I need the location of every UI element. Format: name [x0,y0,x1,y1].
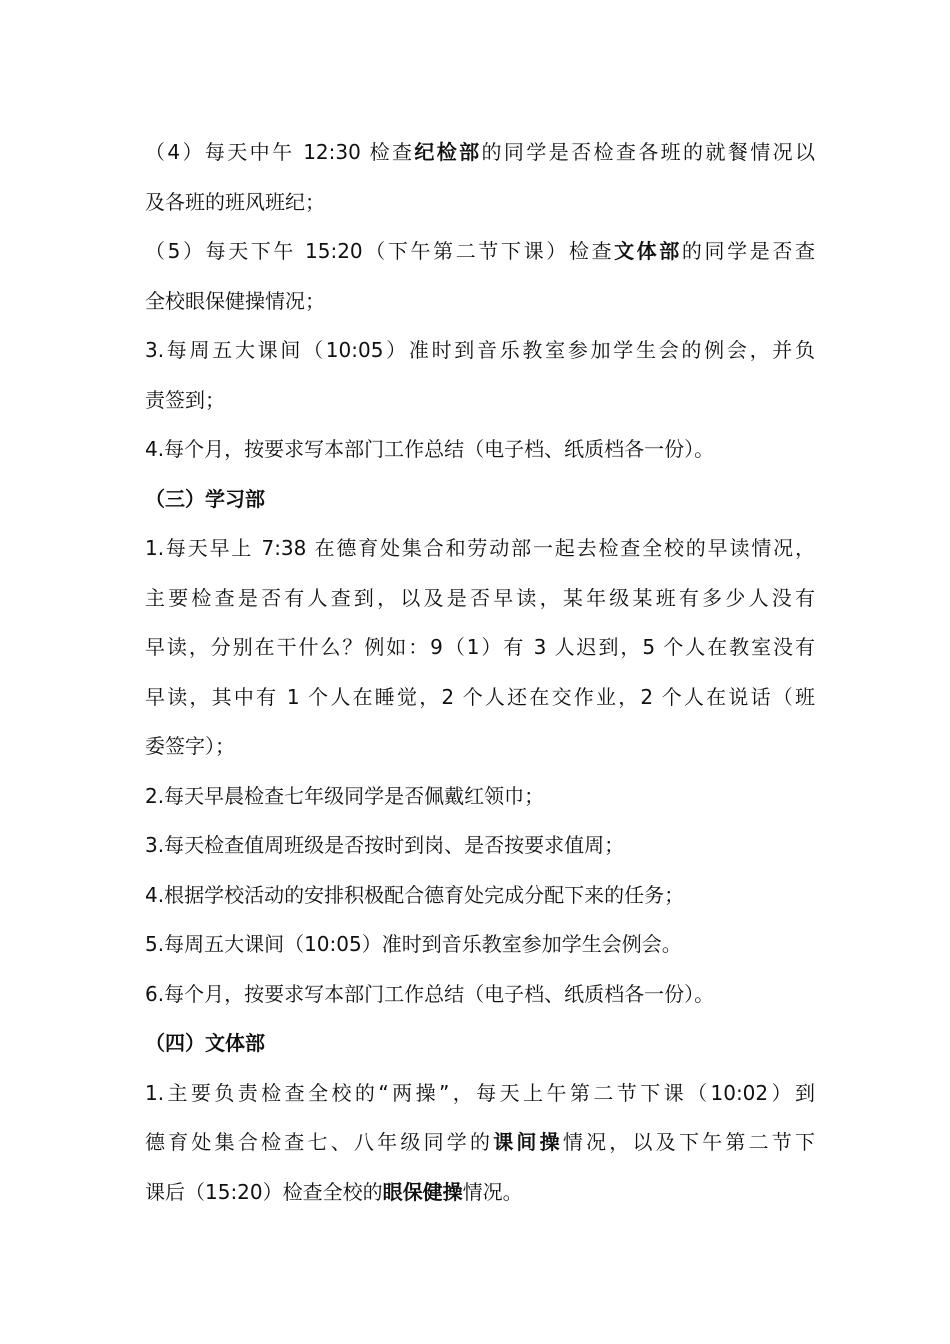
paragraph-line: 主要检查是否有人查到，以及是否早读，某年级某班有多少人没有 [145,585,815,610]
paragraph-line: 责签到； [145,387,225,412]
paragraph-line: 委签字）； [145,734,235,758]
paragraph-line: （5）每天下午 15:20（下午第二节下课）检查文体部的同学是否查 [145,239,816,263]
paragraph-line: 3.每周五大课间（10:05）准时到音乐教室参加学生会的例会，并负 [145,338,815,362]
paragraph-line: 全校眼保健操情况； [145,288,325,313]
bold-term: 课间操 [493,1130,563,1154]
bold-term: 文体部 [614,239,682,263]
paragraph-line: 3.每天检查值周班级是否按时到岗、是否按要求值周； [145,833,625,857]
paragraph-line: 早读，分别在干什么？例如：9（1）有 3 人迟到，5 个人在教室没有 [145,635,815,659]
paragraph-line: 2.每天早晨检查七年级同学是否佩戴红领巾； [145,783,545,808]
paragraph-line: 5.每周五大课间（10:05）准时到音乐教室参加学生会例会。 [145,932,682,956]
paragraph-line: 1.主要负责检查全校的“两操”，每天上午第二节下课（10:02）到 [145,1080,815,1105]
paragraph-line: 课后（15:20）检查全校的眼保健操情况。 [145,1179,523,1204]
section-heading: （四）文体部 [145,1031,265,1055]
bold-term: 纪检部 [414,140,482,164]
paragraph-line: 4.每个月，按要求写本部门工作总结（电子档、纸质档各一份）。 [145,437,715,461]
paragraph-line: 1.每天早上 7:38 在德育处集合和劳动部一起去检查全校的早读情况， [145,536,815,560]
section-heading: （三）学习部 [145,486,265,511]
document-page [145,128,815,1217]
paragraph-line: 4.根据学校活动的安排积极配合德育处完成分配下来的任务； [145,882,685,907]
paragraph-line: 6.每个月，按要求写本部门工作总结（电子档、纸质档各一份）。 [145,981,715,1006]
paragraph-line: 及各班的班风班纪； [145,189,325,214]
bold-term: 眼保健操 [382,1179,463,1204]
paragraph-line: 德育处集合检查七、八年级同学的课间操情况，以及下午第二节下 [145,1130,816,1154]
paragraph-line: （4）每天中午 12:30 检查纪检部的同学是否检查各班的就餐情况以 [145,140,816,164]
paragraph-line: 早读，其中有 1 个人在睡觉，2 个人还在交作业，2 个人在说话（班 [145,684,815,709]
